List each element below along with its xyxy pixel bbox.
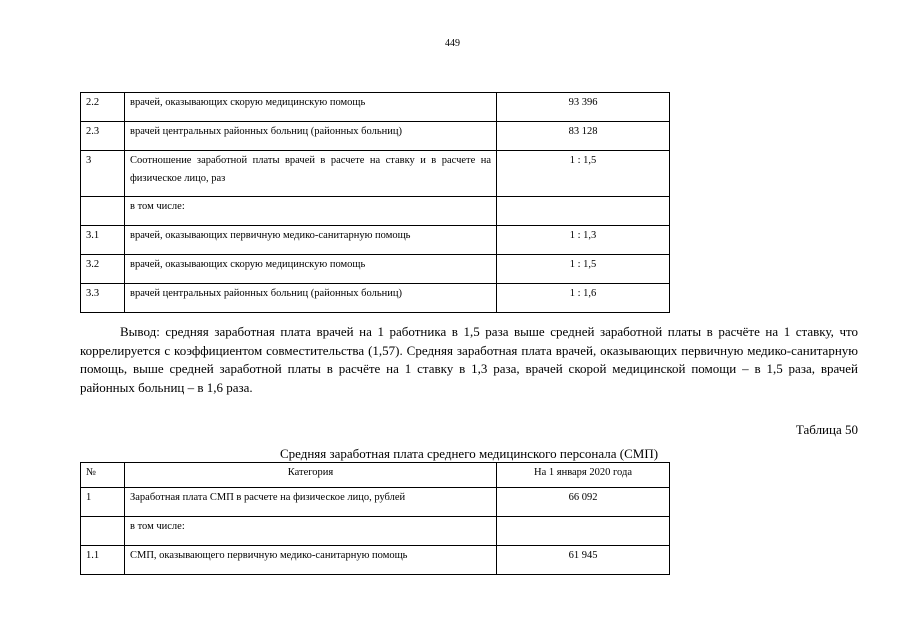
table-number-label: Таблица 50 bbox=[795, 422, 858, 437]
row-value: 93 396 bbox=[497, 93, 670, 122]
row-value: 66 092 bbox=[497, 488, 670, 517]
row-label: врачей, оказывающих первичную медико-санитарную помощь bbox=[125, 226, 497, 255]
table-row bbox=[81, 93, 670, 122]
row-value: 1 : 1,5 bbox=[497, 151, 670, 197]
row-label: врачей центральных районных больниц (районных больниц) bbox=[125, 284, 497, 313]
row-number: 2.3 bbox=[81, 122, 125, 151]
row-label: в том числе: bbox=[125, 517, 497, 546]
salary-ratio-table bbox=[80, 92, 670, 313]
table-header-row bbox=[81, 463, 670, 488]
row-label: врачей центральных районных больниц (районных больниц) bbox=[125, 122, 497, 151]
conclusion-paragraph: Вывод: средняя заработная плата врачей на 1 работника в 1,5 раза выше средней заработной платы в расчёте на 1 ставку, что коррелируется с коэффициентом совместительства (1,57). Средняя заработная плата врачей, оказывающих первичную медико-санитарную помощь, выше средней заработной платы в расчёте на 1 ставку в 1,3 раза, врачей скорой медицинской помощи – в 1,5 раза, врачей районных больниц – в 1,6 раза. bbox=[80, 324, 858, 395]
table-row bbox=[81, 517, 670, 546]
table-row bbox=[81, 546, 670, 575]
header-number: № bbox=[81, 463, 125, 488]
row-number: 3.1 bbox=[81, 226, 125, 255]
row-label: Заработная плата СМП в расчете на физическое лицо, рублей bbox=[125, 488, 497, 517]
table-title: Средняя заработная плата среднего медицинского персонала (СМП) bbox=[279, 446, 659, 461]
table-row bbox=[81, 226, 670, 255]
row-value bbox=[497, 517, 670, 546]
row-number: 1.1 bbox=[81, 546, 125, 575]
row-label: Соотношение заработной платы врачей в расчете на ставку и в расчете на физическое лицо, раз bbox=[125, 151, 497, 197]
table-row bbox=[81, 151, 670, 197]
nurse-salary-table bbox=[80, 462, 670, 575]
table-row bbox=[81, 284, 670, 313]
table-row bbox=[81, 122, 670, 151]
header-date: На 1 января 2020 года bbox=[497, 463, 670, 488]
row-value: 1 : 1,6 bbox=[497, 284, 670, 313]
table-row bbox=[81, 488, 670, 517]
row-number: 1 bbox=[81, 488, 125, 517]
row-label: в том числе: bbox=[125, 197, 497, 226]
row-label: врачей, оказывающих скорую медицинскую помощь bbox=[125, 93, 497, 122]
table-row bbox=[81, 255, 670, 284]
header-category: Категория bbox=[125, 463, 497, 488]
table-row bbox=[81, 197, 670, 226]
row-value: 83 128 bbox=[497, 122, 670, 151]
row-number bbox=[81, 517, 125, 546]
row-number: 3 bbox=[81, 151, 125, 197]
row-value: 1 : 1,5 bbox=[497, 255, 670, 284]
row-number: 2.2 bbox=[81, 93, 125, 122]
page-number: 449 bbox=[445, 38, 460, 49]
row-label: СМП, оказывающего первичную медико-санитарную помощь bbox=[125, 546, 497, 575]
row-number: 3.3 bbox=[81, 284, 125, 313]
row-value bbox=[497, 197, 670, 226]
row-value: 1 : 1,3 bbox=[497, 226, 670, 255]
row-number: 3.2 bbox=[81, 255, 125, 284]
row-label: врачей, оказывающих скорую медицинскую помощь bbox=[125, 255, 497, 284]
row-number bbox=[81, 197, 125, 226]
row-value: 61 945 bbox=[497, 546, 670, 575]
